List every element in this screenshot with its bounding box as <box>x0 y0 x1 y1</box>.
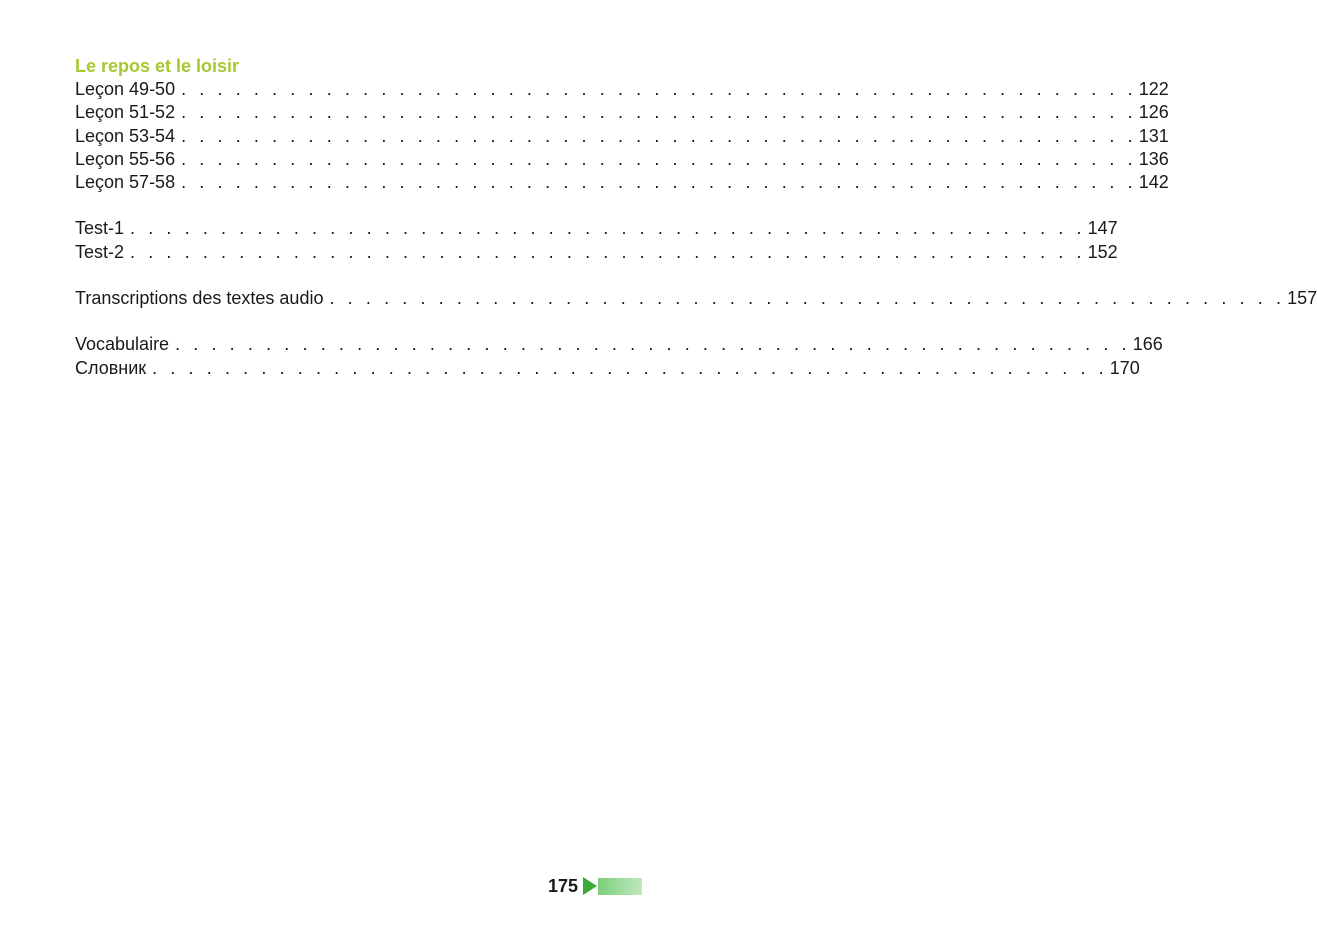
toc-entry-page: 142 <box>1138 172 1169 193</box>
page-footer <box>548 874 642 898</box>
toc-leader-dots: . . . . . . . . . . . . . . . . . . . . . . . . . . . . . . . . . . . . . . . . . . . . . . . . . . . . . <box>175 334 1131 355</box>
toc-entry-page: 157 <box>1287 288 1317 309</box>
toc-leader-dots: . . . . . . . . . . . . . . . . . . . . . . . . . . . . . . . . . . . . . . . . . . . . . . . . . . . . . <box>181 125 1137 146</box>
toc-entry[interactable] <box>75 287 1317 310</box>
toc-entry-page: 147 <box>1087 218 1118 239</box>
toc-entry-label: Leçon 53-54 <box>75 125 176 146</box>
toc-entry-page: 122 <box>1138 79 1169 99</box>
toc-entry-label: Transcriptions des textes audio <box>75 288 324 309</box>
toc-entry[interactable] <box>75 357 1140 380</box>
toc-entry-label: Test-2 <box>75 241 125 262</box>
toc-entry-page: 166 <box>1132 334 1163 355</box>
toc-entry[interactable] <box>75 125 1169 148</box>
table-of-contents <box>75 55 1317 380</box>
toc-entry[interactable] <box>75 171 1169 194</box>
toc-leader-dots: . . . . . . . . . . . . . . . . . . . . . . . . . . . . . . . . . . . . . . . . . . . . . . . . . . . . . <box>181 148 1137 169</box>
toc-leader-dots: . . . . . . . . . . . . . . . . . . . . . . . . . . . . . . . . . . . . . . . . . . . . . . . . . . . . . <box>181 172 1137 193</box>
toc-leader-dots: . . . . . . . . . . . . . . . . . . . . . . . . . . . . . . . . . . . . . . . . . . . . . . . . . . . . . <box>152 357 1108 378</box>
toc-group-vocabulary <box>75 333 1163 380</box>
toc-entry[interactable] <box>75 148 1169 171</box>
toc-leader-dots: . . . . . . . . . . . . . . . . . . . . . . . . . . . . . . . . . . . . . . . . . . . . . . . . . . . . . <box>181 79 1137 99</box>
toc-entry-label: Leçon 51-52 <box>75 102 176 123</box>
toc-group-tests <box>75 217 1118 264</box>
toc-group-lessons <box>75 78 1169 194</box>
toc-leader-dots: . . . . . . . . . . . . . . . . . . . . . . . . . . . . . . . . . . . . . . . . . . . . . . . . . . . . . <box>130 241 1086 262</box>
toc-entry-label: Test-1 <box>75 218 125 239</box>
toc-entry-label: Vocabulaire <box>75 334 170 355</box>
page-tab-bar <box>598 878 642 895</box>
toc-entry-page: 126 <box>1138 102 1169 123</box>
toc-entry-label: Leçon 55-56 <box>75 148 176 169</box>
toc-entry[interactable] <box>75 217 1118 240</box>
play-arrow-icon <box>583 877 597 895</box>
toc-entry[interactable] <box>75 78 1169 101</box>
section-title: Le repos et le loisir <box>75 56 240 76</box>
toc-entry[interactable] <box>75 101 1169 124</box>
toc-entry-page: 136 <box>1138 148 1169 169</box>
toc-entry-page: 131 <box>1138 125 1169 146</box>
toc-entry[interactable] <box>75 241 1118 264</box>
toc-entry-label: Leçon 57-58 <box>75 172 176 193</box>
toc-entry[interactable] <box>75 333 1163 356</box>
toc-entry-label: Словник <box>75 357 147 378</box>
toc-entry-page: 152 <box>1087 241 1118 262</box>
toc-entry-label: Leçon 49-50 <box>75 79 176 99</box>
page-number: 175 <box>547 876 578 896</box>
toc-group-transcriptions <box>75 287 1317 310</box>
toc-leader-dots: . . . . . . . . . . . . . . . . . . . . . . . . . . . . . . . . . . . . . . . . . . . . . . . . . . . . . <box>329 288 1286 309</box>
toc-leader-dots: . . . . . . . . . . . . . . . . . . . . . . . . . . . . . . . . . . . . . . . . . . . . . . . . . . . . . <box>181 102 1137 123</box>
toc-entry-page: 170 <box>1109 357 1140 378</box>
toc-leader-dots: . . . . . . . . . . . . . . . . . . . . . . . . . . . . . . . . . . . . . . . . . . . . . . . . . . . . . <box>130 218 1086 239</box>
